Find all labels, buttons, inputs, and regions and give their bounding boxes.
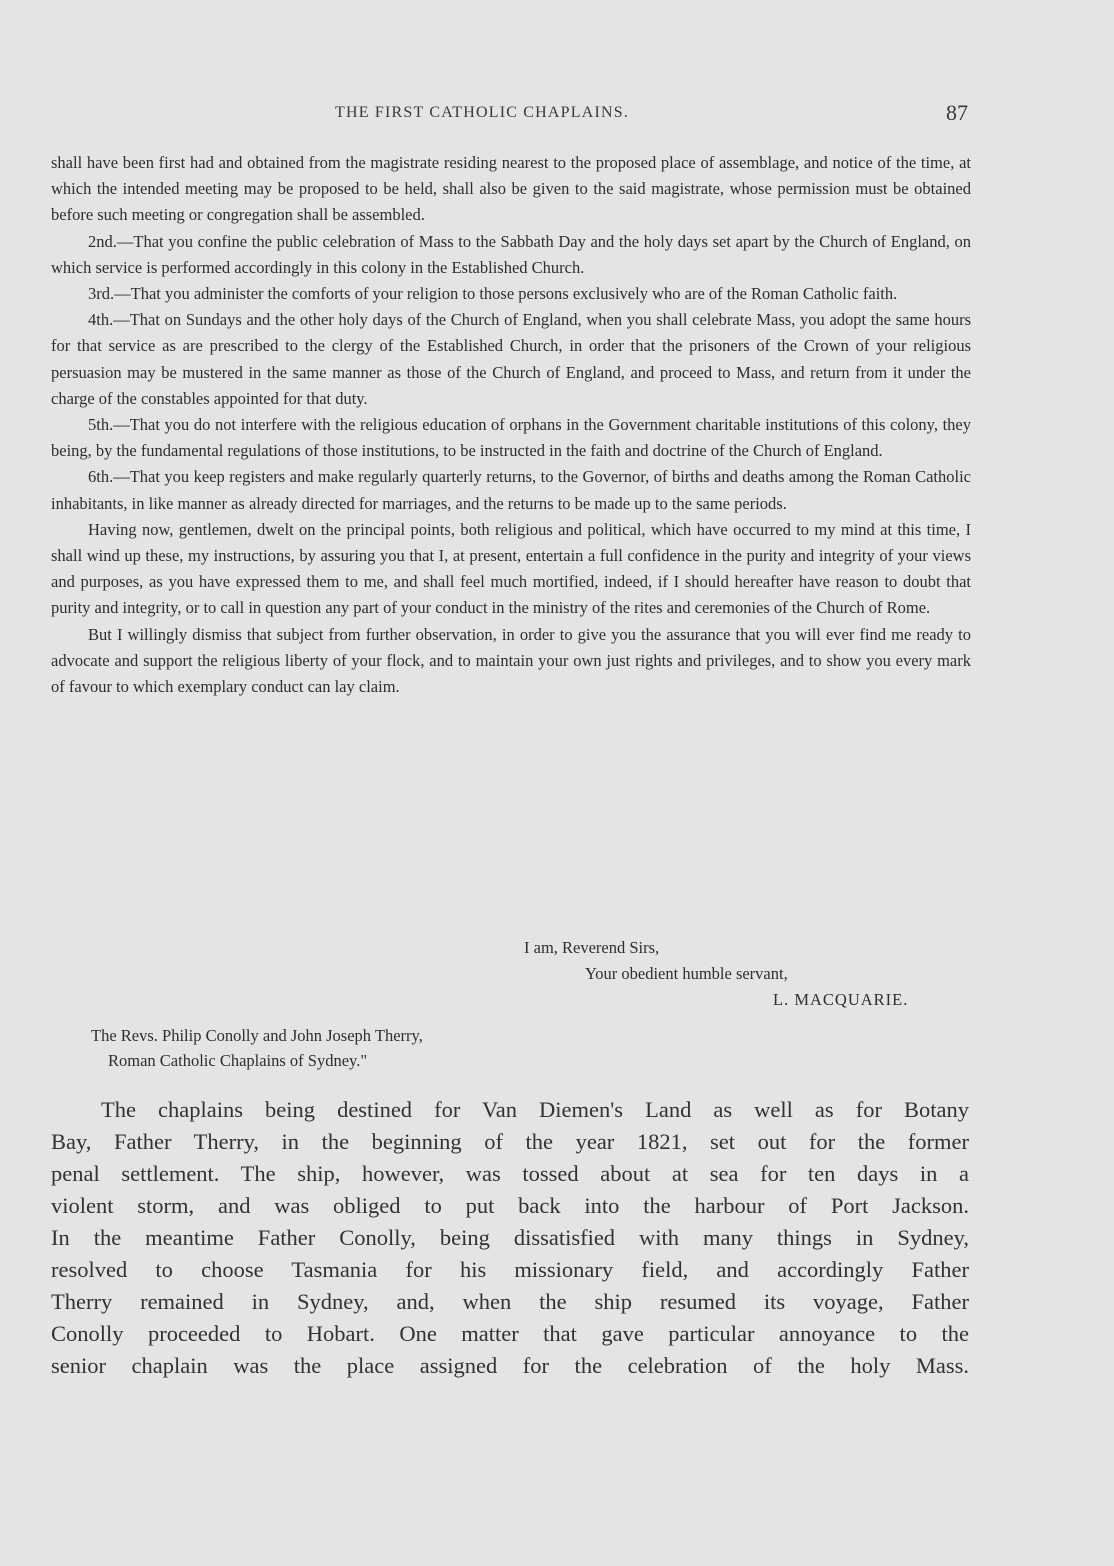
letter-paragraph: 3rd.—That you administer the comforts of your religion to those persons exclusively who are of the Roman Catholic faith. xyxy=(88,284,898,304)
narrative-line: Conolly proceeded to Hobart. One matter that gave particular annoyance to the xyxy=(51,1321,969,1346)
letter-signature: L. MACQUARIE. xyxy=(773,990,909,1009)
letter-paragraph: 6th.—That you keep registers and make regularly quarterly returns, to the Governor, of births and deaths among the Roman Catholic inhabitants, in like manner as already directed for marriages, and the returns to be made up to the same periods. xyxy=(51,467,971,513)
narrative-line: violent storm, and was obliged to put back into the harbour of Port Jackson. xyxy=(51,1193,969,1218)
letter-paragraph: Having now, gentlemen, dwelt on the principal points, both religious and political, which have occurred to my mind at this time, I shall wind up these, my instructions, by assuring you that I, at present, entertain a full confidence in the purity and integrity of your views and purposes, as you have expressed them to me, and shall feel much mortified, indeed, if I should hereafter have reason to doubt that purity and integrity, or to call in question any part of your conduct in the ministry of the rites and ceremonies of the Church of Rome. xyxy=(51,519,971,618)
letter-closing: I am, Reverend Sirs, xyxy=(524,938,660,957)
narrative-paragraph xyxy=(51,1094,969,1382)
letter-body xyxy=(51,150,971,700)
narrative-line: resolved to choose Tasmania for his missionary field, and accordingly Father xyxy=(51,1257,969,1282)
letter-paragraph: 4th.—That on Sundays and the other holy days of the Church of England, when you shall celebrate Mass, you adopt the same hours for that service as are prescribed to the clergy of the Established Church, in order that the prisoners of the Crown of your religious persuasion may be mustered in the same manner as those of the Church of England, and proceed to Mass, and return from it under the charge of the constables appointed for that duty. xyxy=(51,310,971,408)
narrative-line: penal settlement. The ship, however, was tossed about at sea for ten days in a xyxy=(51,1161,969,1186)
letter-paragraph: 5th.—That you do not interfere with the religious education of orphans in the Government charitable institutions of this colony, they being, by the fundamental regulations of those institutions, to be instructed in the faith and doctrine of the Church of England. xyxy=(51,415,971,461)
letter-address: The Revs. Philip Conolly and John Joseph Therry, xyxy=(91,1026,423,1045)
narrative-line: In the meantime Father Conolly, being dissatisfied with many things in Sydney, xyxy=(51,1225,969,1250)
letter-paragraph: But I willingly dismiss that subject from further observation, in order to give you the assurance that you will ever find me ready to advocate and support the religious liberty of your flock, and to maintain your own just rights and privileges, and to show you every mark of favour to which exemplary conduct can lay claim. xyxy=(51,624,971,697)
page-number: 87 xyxy=(946,100,968,125)
letter-paragraph: 2nd.—That you confine the public celebration of Mass to the Sabbath Day and the holy days set apart by the Church of England, on which service is performed accordingly in this colony in the Established Church. xyxy=(51,231,971,277)
letter-closing: Your obedient humble servant, xyxy=(585,964,788,983)
narrative-line: Therry remained in Sydney, and, when the ship resumed its voyage, Father xyxy=(51,1289,969,1314)
narrative-line: senior chaplain was the place assigned for the celebration of the holy Mass. xyxy=(51,1353,969,1378)
narrative-line: Bay, Father Therry, in the beginning of the year 1821, set out for the former xyxy=(51,1129,969,1154)
letter-paragraph: shall have been first had and obtained from the magistrate residing nearest to the proposed place of assemblage, and notice of the time, at which the intended meeting may be proposed to be held, shall also be given to the said magistrate, whose permission must be obtained before such meeting or congregation shall be assembled. xyxy=(51,153,971,225)
running-title: THE FIRST CATHOLIC CHAPLAINS. xyxy=(335,104,630,121)
narrative-line: The chaplains being destined for Van Diemen's Land as well as for Botany xyxy=(101,1097,969,1122)
letter-address: Roman Catholic Chaplains of Sydney." xyxy=(108,1051,368,1070)
